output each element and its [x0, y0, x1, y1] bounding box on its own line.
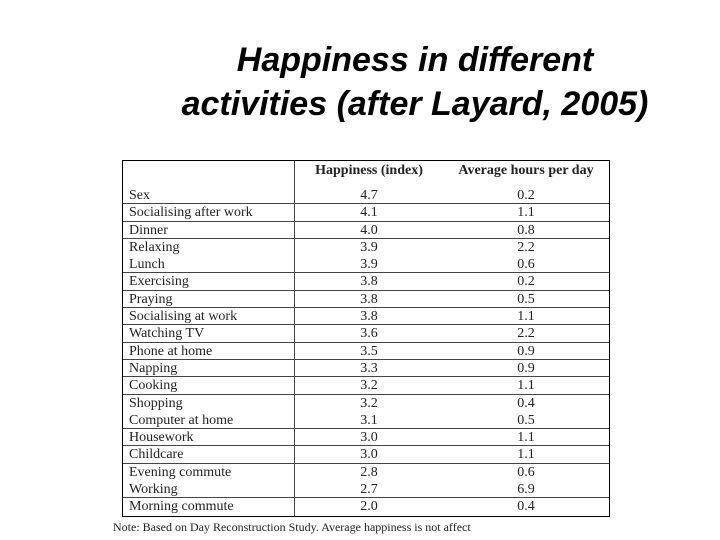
- activity-cell: Socialising at work: [123, 308, 295, 324]
- header-hours: Average hours per day: [458, 163, 594, 178]
- hours-cell: 1.1: [517, 430, 535, 446]
- activity-cell: Cooking: [123, 377, 295, 393]
- activity-cell: Socialising after work: [123, 204, 295, 220]
- activity-cell: Shopping: [123, 395, 295, 412]
- activity-cell: Dinner: [123, 222, 295, 238]
- table-note: Note: Based on Day Reconstruction Study. Average happiness is not affect: [113, 520, 471, 534]
- hours-cell: 0.6: [517, 257, 535, 273]
- activity-cell: Phone at home: [123, 343, 295, 359]
- hours-cell: 0.5: [517, 291, 535, 307]
- activity-cell: Relaxing: [123, 239, 295, 256]
- table-row: [123, 395, 609, 412]
- hours-cell: 0.9: [517, 343, 535, 359]
- hours-cell: 6.9: [517, 482, 535, 498]
- happiness-cell: 4.7: [360, 188, 378, 203]
- table-row: [123, 343, 609, 360]
- hours-cell: 2.2: [517, 239, 535, 255]
- hours-cell: 1.1: [517, 447, 535, 463]
- happiness-cell: 3.6: [360, 326, 378, 342]
- hours-cell: 0.9: [517, 360, 535, 376]
- happiness-cell: 3.8: [360, 309, 378, 325]
- happiness-cell: 3.1: [360, 412, 378, 428]
- happiness-cell: 3.2: [360, 395, 378, 411]
- table-row: [123, 446, 609, 463]
- happiness-cell: 3.2: [360, 378, 378, 394]
- happiness-cell: 3.8: [360, 274, 378, 290]
- table-row: [123, 360, 609, 377]
- table-row: [123, 239, 609, 256]
- table-row: [123, 412, 609, 429]
- table-row: [123, 481, 609, 498]
- table-header-row: [123, 161, 609, 187]
- happiness-cell: 2.8: [360, 464, 378, 480]
- table-row: [123, 273, 609, 290]
- table-row: [123, 222, 609, 239]
- happiness-cell: 4.1: [360, 205, 378, 221]
- table-row: [123, 377, 609, 394]
- hours-cell: 1.1: [517, 205, 535, 221]
- happiness-cell: 3.0: [360, 447, 378, 463]
- activity-cell: Evening commute: [123, 464, 295, 481]
- table-row: [123, 325, 609, 342]
- hours-cell: 0.5: [517, 412, 535, 428]
- hours-cell: 0.4: [517, 395, 535, 411]
- happiness-cell: 3.8: [360, 291, 378, 307]
- hours-cell: 0.4: [517, 499, 535, 515]
- activity-cell: Sex: [123, 187, 295, 203]
- hours-cell: 2.2: [517, 326, 535, 342]
- hours-cell: 1.1: [517, 309, 535, 325]
- title-line-1: Happiness in different: [236, 41, 594, 79]
- hours-cell: 0.6: [517, 464, 535, 480]
- table-row: [123, 429, 609, 446]
- header-activity: [123, 161, 295, 187]
- activity-cell: Working: [123, 481, 295, 497]
- happiness-cell: 3.9: [360, 239, 378, 255]
- activity-cell: Housework: [123, 429, 295, 445]
- table-row: [123, 498, 609, 515]
- activity-cell: Watching TV: [123, 325, 295, 341]
- table-row: [123, 291, 609, 308]
- hours-cell: 0.2: [517, 188, 535, 203]
- table-row: [123, 308, 609, 325]
- activity-cell: Exercising: [123, 273, 295, 289]
- happiness-table: [122, 160, 610, 517]
- table-row: [123, 204, 609, 221]
- table-row: [123, 256, 609, 273]
- happiness-cell: 4.0: [360, 222, 378, 238]
- slide-title: [130, 38, 700, 126]
- hours-cell: 1.1: [517, 378, 535, 394]
- activity-cell: Praying: [123, 291, 295, 307]
- hours-cell: 0.2: [517, 274, 535, 290]
- happiness-cell: 3.5: [360, 343, 378, 359]
- happiness-cell: 3.3: [360, 360, 378, 376]
- happiness-cell: 2.0: [360, 499, 378, 515]
- happiness-cell: 3.0: [360, 430, 378, 446]
- activity-cell: Morning commute: [123, 498, 295, 515]
- activity-cell: Lunch: [123, 256, 295, 272]
- header-happiness: Happiness (index): [315, 163, 423, 178]
- activity-cell: Childcare: [123, 446, 295, 462]
- table-row: [123, 464, 609, 481]
- happiness-cell: 2.7: [360, 482, 378, 498]
- activity-cell: Computer at home: [123, 412, 295, 428]
- table-row: [123, 187, 609, 204]
- activity-cell: Napping: [123, 360, 295, 376]
- happiness-cell: 3.9: [360, 257, 378, 273]
- hours-cell: 0.8: [517, 222, 535, 238]
- title-line-2: activities (after Layard, 2005): [181, 85, 649, 123]
